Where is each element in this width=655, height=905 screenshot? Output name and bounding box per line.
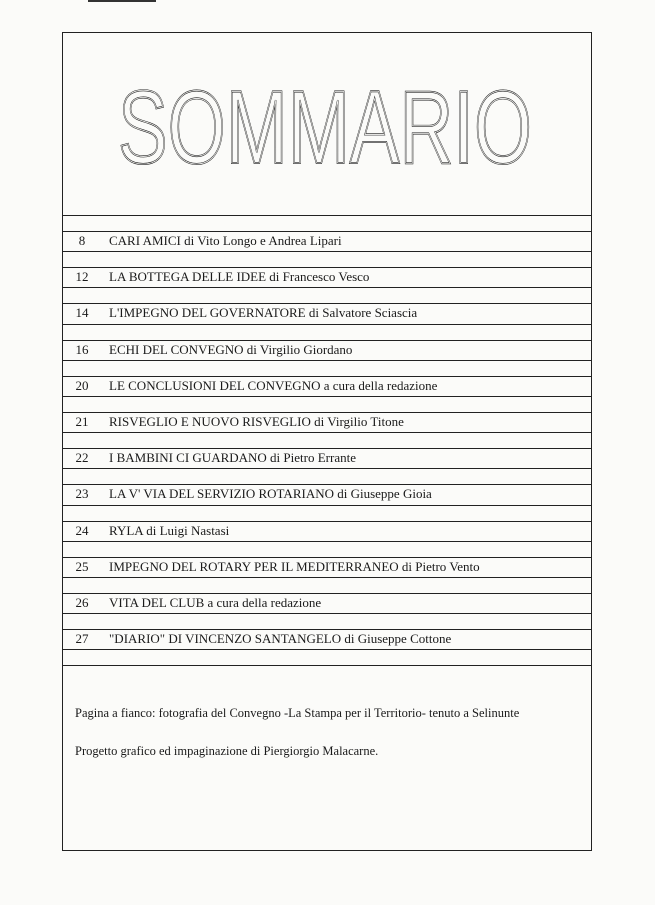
list-item xyxy=(63,376,591,396)
entry-title: IMPEGNO DEL ROTARY PER IL MEDITERRANEO di Pietro Vento xyxy=(109,558,480,574)
entry-page-number: 12 xyxy=(75,269,89,285)
entry-title: "DIARIO" DI VINCENZO SANTANGELO di Giuseppe Cottone xyxy=(109,631,452,647)
row-rule xyxy=(63,541,591,542)
list-item xyxy=(63,303,591,323)
row-rule xyxy=(63,649,591,650)
list-item xyxy=(63,629,591,649)
photo-caption: Pagina a fianco: fotografia del Convegno -La Stampa per il Territorio- tenuto a Selinunte xyxy=(75,706,520,720)
page-title-inline: SOMMARIO xyxy=(118,70,532,186)
list-item xyxy=(63,448,591,468)
entry-page-number: 26 xyxy=(75,595,89,610)
list-item xyxy=(63,231,591,251)
contents-frame xyxy=(62,32,592,851)
row-rule xyxy=(63,360,591,361)
entry-title: VITA DEL CLUB a cura della redazione xyxy=(109,595,322,610)
entry-page-number: 16 xyxy=(75,341,89,357)
entry-page-number: 14 xyxy=(75,305,89,321)
entry-title: RISVEGLIO E NUOVO RISVEGLIO di Virgilio Titone xyxy=(109,414,404,429)
entry-page-number: 23 xyxy=(75,486,89,502)
row-rule xyxy=(63,577,591,578)
entry-page-number: 20 xyxy=(75,377,89,393)
credits-line: Progetto grafico ed impaginazione di Piergiorgio Malacarne. xyxy=(75,744,379,758)
list-item xyxy=(63,484,591,504)
row-rule xyxy=(63,324,591,325)
entry-page-number: 25 xyxy=(75,558,89,574)
row-rule xyxy=(63,505,591,506)
page-title: SOMMARIO xyxy=(118,70,532,186)
row-rule xyxy=(63,613,591,614)
list-item xyxy=(63,521,591,541)
heading-svg xyxy=(63,33,593,216)
row-rule xyxy=(63,396,591,397)
row-rule xyxy=(63,432,591,433)
entry-page-number: 22 xyxy=(75,450,89,466)
entry-title: ECHI DEL CONVEGNO di Virgilio Giordano xyxy=(109,341,353,357)
entry-page-number: 27 xyxy=(75,631,89,647)
entry-title: LA V' VIA DEL SERVIZIO ROTARIANO di Giuseppe Gioia xyxy=(109,486,432,502)
list-item xyxy=(63,412,591,432)
entry-title: I BAMBINI CI GUARDANO di Pietro Errante xyxy=(109,450,356,466)
row-rule xyxy=(63,287,591,288)
entry-title: LE CONCLUSIONI DEL CONVEGNO a cura della redazione xyxy=(109,377,438,393)
row-rule xyxy=(63,251,591,252)
entry-page-number: 8 xyxy=(78,233,86,248)
entry-title: L'IMPEGNO DEL GOVERNATORE di Salvatore Sciascia xyxy=(109,305,418,321)
list-item xyxy=(63,557,591,577)
list-item xyxy=(63,593,591,613)
row-rule xyxy=(63,468,591,469)
top-edge-rule xyxy=(88,0,156,2)
row-rule xyxy=(63,665,591,666)
entry-page-number: 24 xyxy=(75,522,89,538)
list-item xyxy=(63,340,591,360)
row-rule xyxy=(63,215,591,216)
heading-area xyxy=(63,33,591,216)
entry-title: RYLA di Luigi Nastasi xyxy=(109,522,230,538)
entry-title: LA BOTTEGA DELLE IDEE di Francesco Vesco xyxy=(109,269,370,285)
entry-title: CARI AMICI di Vito Longo e Andrea Lipari xyxy=(109,233,342,248)
entry-page-number: 21 xyxy=(75,414,89,429)
list-item xyxy=(63,267,591,287)
